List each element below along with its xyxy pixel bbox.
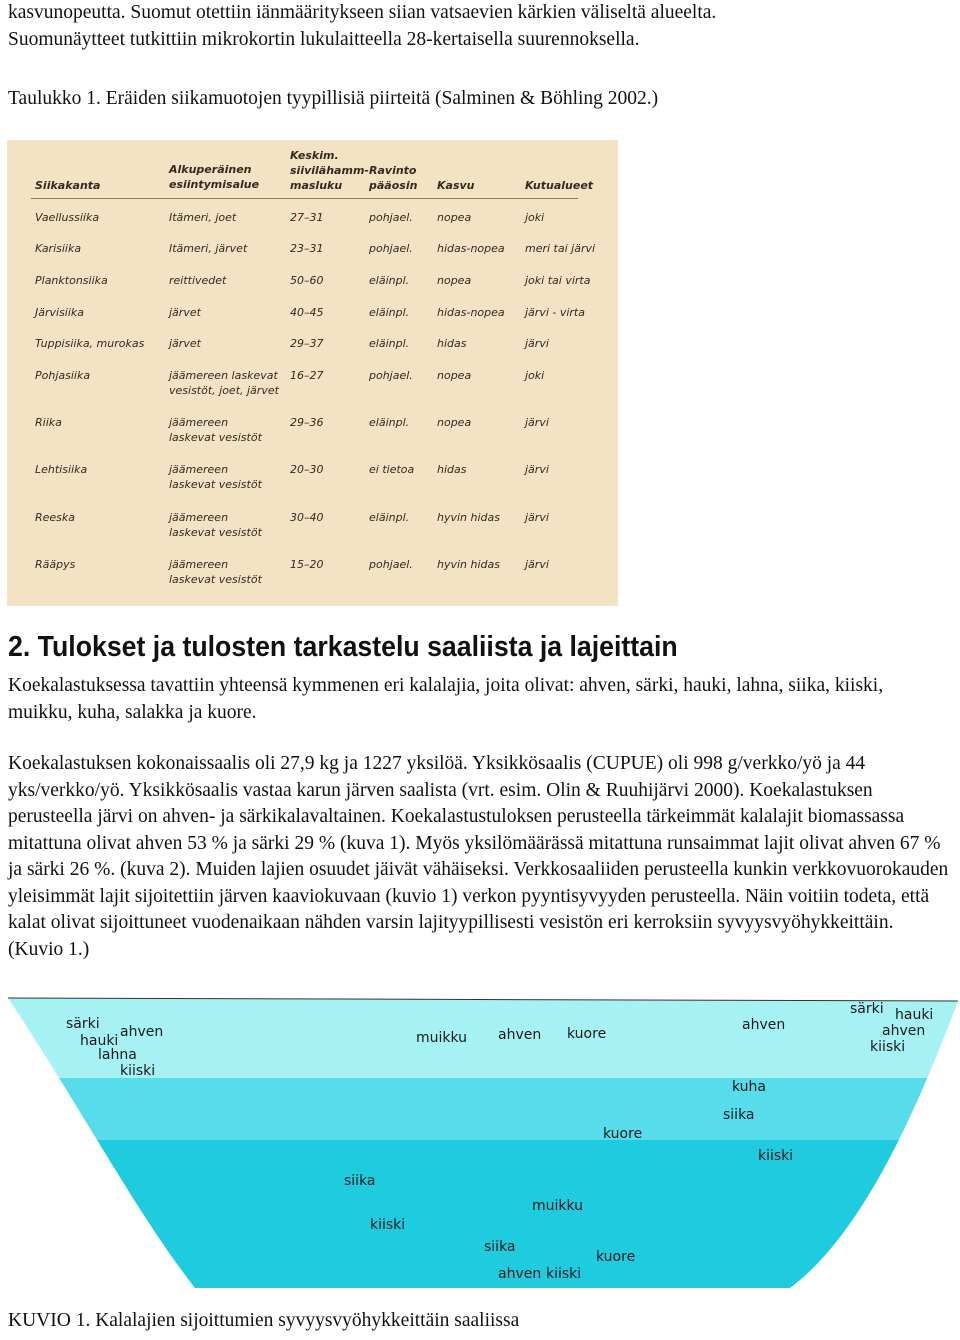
table-cell-food: pohjael. xyxy=(369,558,413,571)
table-cell-name: Lehtisiika xyxy=(35,463,88,476)
paragraph-results: Koekalastuksen kokonaissaalis oli 27,9 kg ja 1227 yksilöä. Yksikkösaalis (CUPUE) oli 998 g/verkko/yö ja 44 yks/verkko/yö. Yksikkösaalis vastaa karun järven saalista (vrt. esim. Olin & Ruuhijärvi 2000). Koekalastuksen perusteella järvi on ahven- ja särkikalavaltainen. Koekalastustuloksen perusteella tärkeimmät kalalajit biomassassa mitattuna olivat ahven 53 % ja särki 29 % (kuva 1). Myös yksilömäärässä mitattuna runsaimmat lajit olivat ahven 67 % ja särki 26 %. (kuva 2). Muiden lajien osuudet jäivät vähäiseksi. Verkkosaaliiden perusteella kunkin verkkovuorokauden yleisimmät lajit sijoitettiin järven kaaviokuvaan (kuvio 1) verkon pyyntisyvyyden perusteella. Näin voitiin todeta, että kalat olivat sijoittuneet vuodenaikaan nähden varsin lajityypillisesti vesistön eri kerroksiin syvyysvyöhykkeittäin. (Kuvio 1.) xyxy=(8,753,949,960)
table-cell-growth: hyvin hidas xyxy=(437,558,500,571)
intro-line-1: kasvunopeutta. Suomut otettiin iänmääritykseen siian vatsaevien kärkien väliseltä alueelta. xyxy=(8,2,717,23)
lake-depth-diagram xyxy=(0,996,960,1292)
table-cell-rakers: 30–40 xyxy=(290,511,324,524)
table-cell-origin: jäämereen laskevat vesistöt, joet, järvet xyxy=(169,369,279,397)
label-sarki-left: särki xyxy=(66,1016,100,1032)
table-caption: Taulukko 1. Eräiden siikamuotojen tyypillisiä piirteitä (Salminen & Böhling 2002.) xyxy=(8,88,659,109)
table-cell-food: pohjael. xyxy=(369,242,413,255)
table-cell-name: Vaellussiika xyxy=(35,211,100,224)
table-cell-spawn: joki xyxy=(525,211,545,224)
table-cell-spawn: järvi xyxy=(525,558,549,571)
table-cell-spawn: järvi - virta xyxy=(525,306,585,319)
table-cell-origin: Itämeri, järvet xyxy=(169,242,248,255)
table-cell-food: eläinpl. xyxy=(369,274,410,287)
table-cell-spawn: järvi xyxy=(525,463,549,476)
figure-caption: KUVIO 1. Kalalajien sijoittumien syvyysvyöhykkeittäin saaliissa xyxy=(8,1310,520,1331)
label-kuha: kuha xyxy=(732,1079,767,1095)
table-cell-name: Rääpys xyxy=(35,558,76,571)
middle-zone xyxy=(0,1078,960,1140)
table-cell-name: Reeska xyxy=(35,511,76,524)
table-cell-origin: jäämereen laskevat vesistöt xyxy=(169,558,262,586)
table-cell-name: Planktonsiika xyxy=(35,274,108,287)
header-keskim: Keskim. siivilähamm- masluku xyxy=(290,149,369,192)
label-lahna-left: lahna xyxy=(98,1047,137,1063)
label-ahven-left: ahven xyxy=(120,1024,164,1040)
table-cell-rakers: 40–45 xyxy=(290,306,324,319)
label-kiiski-deep-2: kiiski xyxy=(546,1266,582,1282)
table-cell-food: eläinpl. xyxy=(369,416,410,429)
table-cell-food: eläinpl. xyxy=(369,306,410,319)
table-cell-origin: jäämereen laskevat vesistöt xyxy=(169,463,262,491)
table-cell-rakers: 29–37 xyxy=(290,337,324,350)
table-cell-name: Karisiika xyxy=(35,242,82,255)
table-cell-growth: hyvin hidas xyxy=(437,511,500,524)
label-kuore-deep: kuore xyxy=(596,1249,636,1265)
label-hauki-right: hauki xyxy=(895,1007,934,1023)
table-cell-spawn: järvi xyxy=(525,416,549,429)
whitefish-table-image xyxy=(7,140,618,606)
table-cell-food: pohjael. xyxy=(369,211,413,224)
intro-text xyxy=(8,0,952,53)
table-cell-spawn: joki tai virta xyxy=(525,274,591,287)
label-muikku-mid: muikku xyxy=(416,1030,468,1046)
deep-zone xyxy=(0,1140,960,1292)
table-cell-spawn: järvi xyxy=(525,337,549,350)
table-cell-food: eläinpl. xyxy=(369,511,410,524)
table-cell-growth: nopea xyxy=(437,211,472,224)
table-cell-food: ei tietoa xyxy=(369,463,415,476)
table-cell-rakers: 29–36 xyxy=(290,416,324,429)
table-cell-rakers: 23–31 xyxy=(290,242,324,255)
table-cell-rakers: 27–31 xyxy=(290,211,324,224)
table-cell-name: Tuppisiika, murokas xyxy=(35,337,145,350)
label-hauki-left: hauki xyxy=(80,1033,119,1049)
table-cell-rakers: 50–60 xyxy=(290,274,324,287)
table-cell-origin: jäämereen laskevat vesistöt xyxy=(169,511,262,539)
table-cell-origin: jäämereen laskevat vesistöt xyxy=(169,416,262,444)
label-muikku-deep: muikku xyxy=(532,1198,584,1214)
label-ahven-mid: ahven xyxy=(498,1027,542,1043)
table-cell-spawn: meri tai järvi xyxy=(525,242,596,255)
label-ahven-deep: ahven xyxy=(498,1266,542,1282)
table-cell-growth: hidas xyxy=(437,337,467,350)
table-cell-origin: järvet xyxy=(169,337,201,350)
intro-line-2: Suomunäytteet tutkittiin mikrokortin lukulaitteella 28-kertaisella suurennoksella. xyxy=(8,28,640,50)
table-cell-food: eläinpl. xyxy=(369,337,410,350)
label-kiiski-right: kiiski xyxy=(870,1039,906,1055)
label-kiiski-middle: kiiski xyxy=(758,1148,794,1164)
label-ahven-right: ahven xyxy=(742,1017,786,1033)
table-cell-origin: järvet xyxy=(169,306,201,319)
header-siikakanta: Siikakanta xyxy=(35,179,101,192)
table-cell-growth: nopea xyxy=(437,274,472,287)
table-cell-spawn: joki xyxy=(525,369,545,382)
header-ravinto: Ravinto pääosin xyxy=(369,164,418,192)
header-kutualueet: Kutualueet xyxy=(525,179,594,192)
table-cell-origin: reittivedet xyxy=(169,274,227,287)
label-sarki-right: särki xyxy=(850,1001,884,1017)
table-cell-growth: nopea xyxy=(437,369,472,382)
table-cell-food: pohjael. xyxy=(369,369,413,382)
label-kuore-middle: kuore xyxy=(603,1126,643,1142)
label-siika-middle: siika xyxy=(723,1107,755,1123)
label-ahven-right-2: ahven xyxy=(882,1023,926,1039)
label-kuore-mid: kuore xyxy=(567,1026,607,1042)
table-cell-name: Järvisiika xyxy=(35,306,85,319)
table-cell-rakers: 20–30 xyxy=(290,463,324,476)
section-title: 2. Tulokset ja tulosten tarkastelu saaliista ja lajeittain xyxy=(8,631,678,663)
label-siika-deep: siika xyxy=(344,1173,376,1189)
table-cell-name: Riika xyxy=(35,416,62,429)
header-kasvu: Kasvu xyxy=(437,179,475,192)
table-cell-origin: Itämeri, joet xyxy=(169,211,237,224)
table-cell-growth: nopea xyxy=(437,416,472,429)
table-cell-growth: hidas-nopea xyxy=(437,306,505,319)
label-siika-deep-2: siika xyxy=(484,1239,516,1255)
table-cell-name: Pohjasiika xyxy=(35,369,91,382)
paragraph-species: Koekalastuksessa tavattiin yhteensä kymmenen eri kalalajia, joita olivat: ahven, särki, hauki, lahna, siika, kiiski, muikku, kuha, salakka ja kuore. xyxy=(8,675,884,723)
table-cell-growth: hidas-nopea xyxy=(437,242,505,255)
table-cell-rakers: 15–20 xyxy=(290,558,324,571)
table-cell-rakers: 16–27 xyxy=(290,369,324,382)
label-kiiski-left: kiiski xyxy=(120,1063,156,1079)
table-cell-growth: hidas xyxy=(437,463,467,476)
header-alkuperainen: Alkuperäinen esiintymisalue xyxy=(169,163,260,191)
table-cell-spawn: järvi xyxy=(525,511,549,524)
label-kiiski-deep: kiiski xyxy=(370,1217,406,1233)
